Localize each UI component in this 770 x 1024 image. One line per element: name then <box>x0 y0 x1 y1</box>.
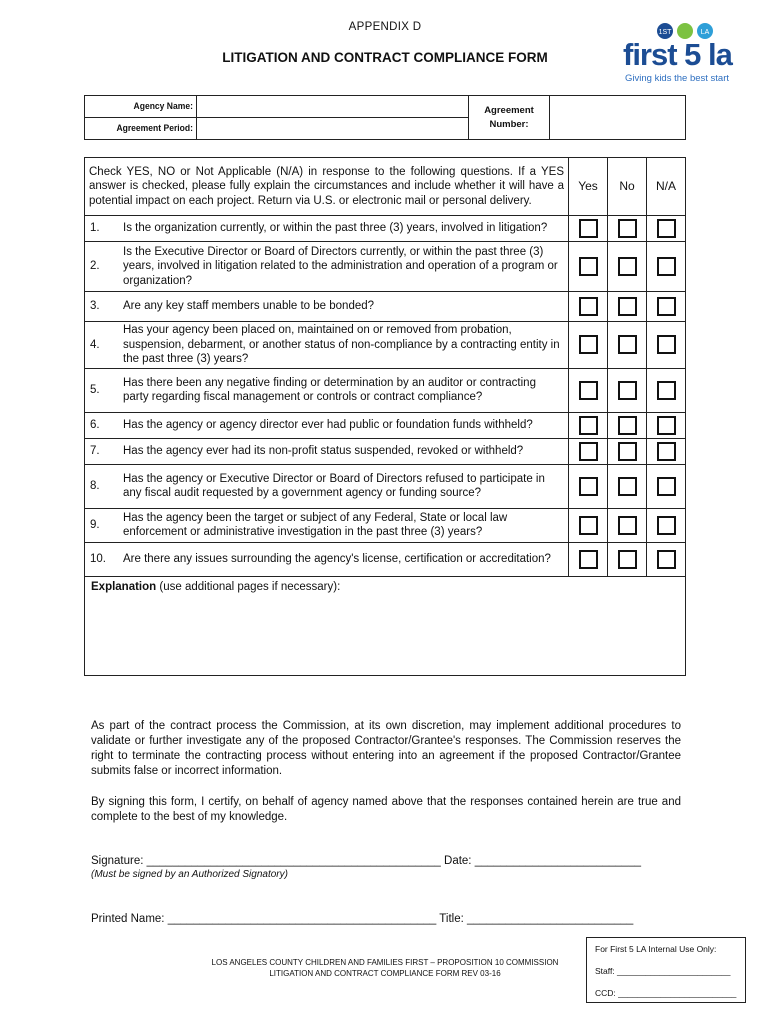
question-number: 1. <box>85 216 112 242</box>
checkbox-cell-yes <box>569 542 608 576</box>
checkbox-cell-na <box>647 368 686 412</box>
explanation-area[interactable] <box>85 576 686 675</box>
checkbox-cell-yes <box>569 242 608 292</box>
checkbox-na[interactable] <box>657 219 676 238</box>
checkbox-no[interactable] <box>618 550 637 569</box>
question-row <box>85 368 686 412</box>
checkbox-cell-no <box>608 216 647 242</box>
checkbox-no[interactable] <box>618 416 637 435</box>
agreement-number-field[interactable] <box>550 96 686 140</box>
printed-name-title-line[interactable]: Printed Name: __________________________________________ Title: __________________________ <box>91 913 634 925</box>
agency-info-table <box>84 95 686 140</box>
question-number: 2. <box>85 242 112 292</box>
question-row <box>85 542 686 576</box>
checkbox-cell-no <box>608 464 647 508</box>
question-number: 5. <box>85 368 112 412</box>
checkbox-no[interactable] <box>618 219 637 238</box>
agreement-number-label: Agreement Number: <box>469 96 550 140</box>
logo-text: first 5 la <box>623 37 732 72</box>
internal-use-box <box>586 937 746 1003</box>
checkbox-yes[interactable] <box>579 416 598 435</box>
question-row <box>85 242 686 292</box>
checkbox-yes[interactable] <box>579 219 598 238</box>
footer-form-rev: LITIGATION AND CONTRACT COMPLIANCE FORM REV 03-16 <box>269 969 501 978</box>
checkbox-na[interactable] <box>657 416 676 435</box>
checkbox-no[interactable] <box>618 516 637 535</box>
question-number: 3. <box>85 292 112 322</box>
checkbox-cell-yes <box>569 464 608 508</box>
footer-commission: LOS ANGELES COUNTY CHILDREN AND FAMILIES FIRST – PROPOSITION 10 COMMISSION <box>211 958 559 967</box>
col-header-yes: Yes <box>569 158 608 216</box>
question-text: Is the organization currently, or within the past three (3) years, involved in litigation? <box>111 216 569 242</box>
checkbox-yes[interactable] <box>579 257 598 276</box>
page-footer <box>190 957 580 979</box>
checkbox-yes[interactable] <box>579 442 598 461</box>
form-title: LITIGATION AND CONTRACT COMPLIANCE FORM <box>222 50 548 65</box>
question-text: Are there any issues surrounding the agency's license, certification or accreditation? <box>111 542 569 576</box>
signature-note: (Must be signed by an Authorized Signatory) <box>91 869 288 880</box>
question-text: Are any key staff members unable to be bonded? <box>111 292 569 322</box>
checkbox-cell-yes <box>569 216 608 242</box>
checkbox-cell-no <box>608 322 647 369</box>
checkbox-yes[interactable] <box>579 297 598 316</box>
checkbox-cell-no <box>608 542 647 576</box>
checkbox-cell-no <box>608 292 647 322</box>
agency-name-label: Agency Name: <box>96 96 197 118</box>
logo-tagline: Giving kids the best start <box>625 73 730 84</box>
checkbox-cell-na <box>647 412 686 438</box>
checkbox-cell-na <box>647 242 686 292</box>
signature-date-line[interactable]: Signature: ______________________________________________ Date: __________________________ <box>91 855 641 867</box>
checkbox-no[interactable] <box>618 335 637 354</box>
checkbox-yes[interactable] <box>579 477 598 496</box>
checkbox-cell-na <box>647 438 686 464</box>
question-row <box>85 322 686 369</box>
certification-paragraph: By signing this form, I certify, on behalf of agency named above that the responses contained herein are true and complete to the best of my knowledge. <box>91 796 681 823</box>
checkbox-no[interactable] <box>618 381 637 400</box>
logo-badge-la: LA <box>700 29 710 36</box>
checkbox-na[interactable] <box>657 516 676 535</box>
checkbox-na[interactable] <box>657 550 676 569</box>
checkbox-yes[interactable] <box>579 381 598 400</box>
commission-paragraph: As part of the contract process the Commission, at its own discretion, may implement additional procedures to validate or further investigate any of the proposed Contractor/Grantee's responses. The Commission reserves the right to terminate the contracting process without entering into an agreement if the proposed Contractor/Grantee submits false or incorrect information. <box>91 720 681 777</box>
checkbox-cell-no <box>608 508 647 542</box>
col-header-na: N/A <box>647 158 686 216</box>
checkbox-yes[interactable] <box>579 550 598 569</box>
checkbox-no[interactable] <box>618 297 637 316</box>
checkbox-cell-na <box>647 464 686 508</box>
agreement-period-field[interactable] <box>197 118 469 140</box>
checkbox-cell-no <box>608 242 647 292</box>
question-number: 9. <box>85 508 112 542</box>
question-text: Has your agency been placed on, maintained on or removed from probation, suspension, debarment, or another status of non-compliance by a contracting entity in the past three (3) years? <box>111 322 569 369</box>
question-row <box>85 292 686 322</box>
checkbox-cell-na <box>647 542 686 576</box>
explanation-hint: (use additional pages if necessary): <box>156 580 341 593</box>
appendix-label: APPENDIX D <box>348 21 422 33</box>
question-row <box>85 216 686 242</box>
question-text: Has the agency been the target or subject of any Federal, State or local law enforcement or administrative investigation in the past three (3) years? <box>111 508 569 542</box>
checkbox-cell-yes <box>569 508 608 542</box>
checkbox-no[interactable] <box>618 442 637 461</box>
checkbox-cell-na <box>647 216 686 242</box>
logo-badge-1st: 1ST <box>658 29 672 36</box>
ccd-field[interactable]: CCD: _________________________ <box>595 988 737 998</box>
checkbox-yes[interactable] <box>579 516 598 535</box>
questions-table <box>84 157 686 676</box>
question-row <box>85 508 686 542</box>
checkbox-na[interactable] <box>657 477 676 496</box>
checkbox-cell-no <box>608 438 647 464</box>
checkbox-cell-yes <box>569 322 608 369</box>
explanation-label: Explanation <box>91 580 157 593</box>
checkbox-no[interactable] <box>618 257 637 276</box>
question-number: 8. <box>85 464 112 508</box>
checkbox-cell-yes <box>569 292 608 322</box>
instructions-text: Check YES, NO or Not Applicable (N/A) in response to the following questions. If a YES answer is checked, please fully explain the circumstances and include whether it will have a potential impact on each project. Return via U.S. or electronic mail or personal delivery. <box>85 158 569 216</box>
checkbox-na[interactable] <box>657 257 676 276</box>
col-header-no: No <box>608 158 647 216</box>
question-text: Has there been any negative finding or determination by an auditor or contracting party regarding fiscal management or controls or contract compliance? <box>111 368 569 412</box>
question-text: Has the agency ever had its non-profit status suspended, revoked or withheld? <box>111 438 569 464</box>
checkbox-cell-no <box>608 368 647 412</box>
question-text: Has the agency or agency director ever had public or foundation funds withheld? <box>111 412 569 438</box>
agreement-period-label: Agreement Period: <box>96 118 197 140</box>
question-row <box>85 412 686 438</box>
checkbox-cell-yes <box>569 368 608 412</box>
checkbox-no[interactable] <box>618 477 637 496</box>
question-number: 7. <box>85 438 112 464</box>
checkbox-cell-na <box>647 508 686 542</box>
first5la-logo <box>620 18 745 88</box>
checkbox-na[interactable] <box>657 297 676 316</box>
question-text: Has the agency or Executive Director or Board of Directors refused to participate in any fiscal audit requested by a government agency or funding source? <box>111 464 569 508</box>
internal-use-title: For First 5 LA Internal Use Only: <box>595 944 717 954</box>
question-number: 10. <box>85 542 112 576</box>
checkbox-na[interactable] <box>657 335 676 354</box>
checkbox-yes[interactable] <box>579 335 598 354</box>
staff-field[interactable]: Staff: ________________________ <box>595 966 731 976</box>
checkbox-cell-no <box>608 412 647 438</box>
checkbox-cell-yes <box>569 438 608 464</box>
question-number: 6. <box>85 412 112 438</box>
checkbox-cell-na <box>647 322 686 369</box>
question-row <box>85 438 686 464</box>
question-row <box>85 464 686 508</box>
checkbox-na[interactable] <box>657 381 676 400</box>
question-text: Is the Executive Director or Board of Directors currently, or within the past three (3) years, involved in litigation related to the administration and operation of a program or organization? <box>111 242 569 292</box>
agency-name-field[interactable] <box>197 96 469 118</box>
checkbox-na[interactable] <box>657 442 676 461</box>
checkbox-cell-yes <box>569 412 608 438</box>
question-number: 4. <box>85 322 112 369</box>
checkbox-cell-na <box>647 292 686 322</box>
